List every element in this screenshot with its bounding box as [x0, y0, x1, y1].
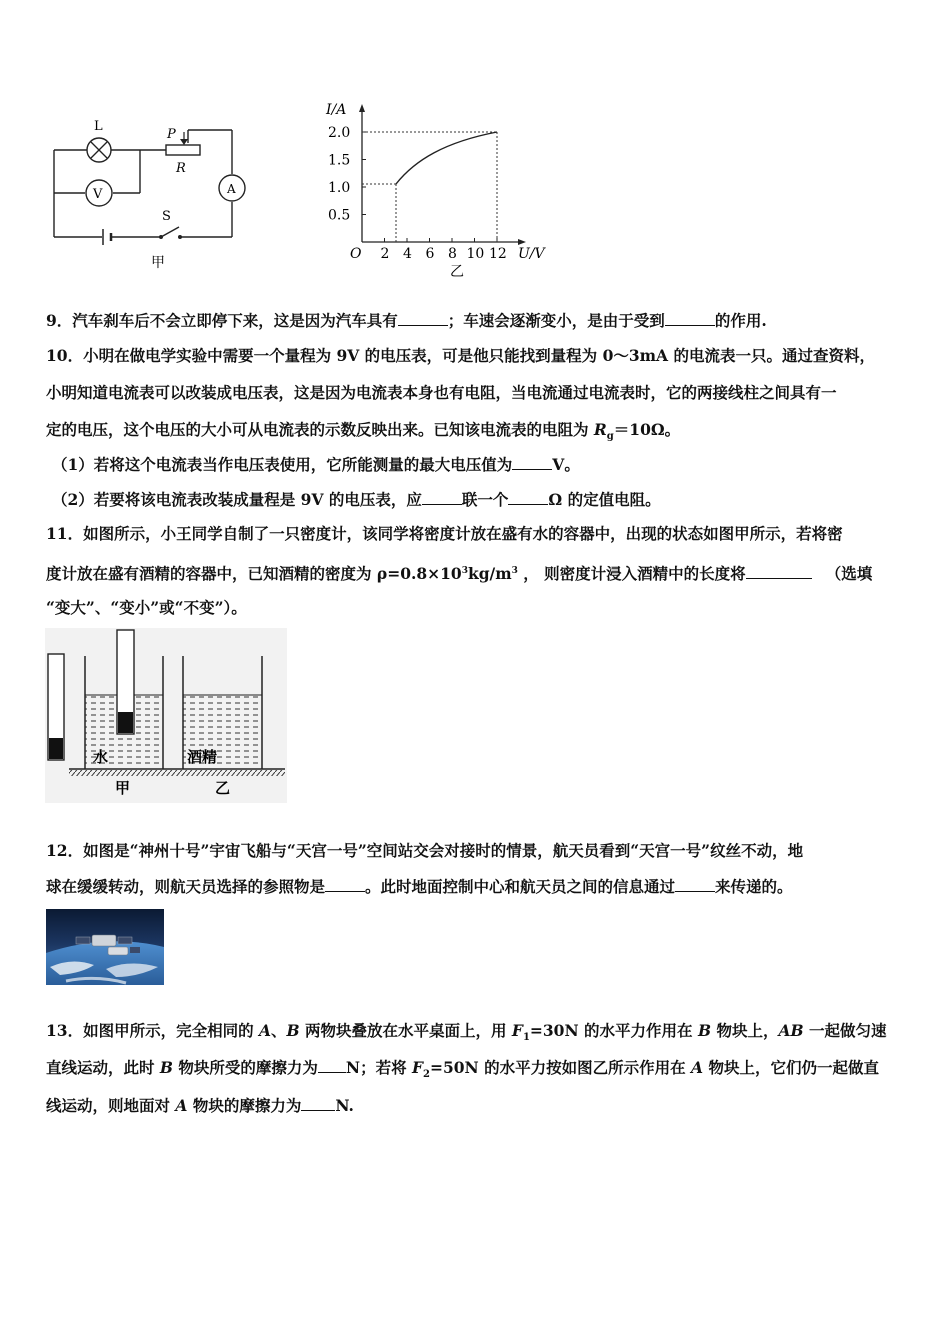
- q13-blank-1[interactable]: [318, 1058, 346, 1073]
- q13-var-b-3: B: [159, 1058, 174, 1077]
- x-tick-label: 8: [448, 246, 457, 262]
- q10-s2-text-b: 联一个: [461, 490, 509, 509]
- origin-label: O: [350, 246, 362, 262]
- q13-sep: 、: [271, 1021, 287, 1040]
- q11-text-2c: ， 则密度计浸入酒精中的长度将: [517, 564, 746, 584]
- question-10-sub-1: [52, 455, 914, 475]
- x-tick-label: 2: [380, 246, 390, 262]
- fig-jia-label: 甲: [115, 779, 131, 797]
- x-tick-label: 4: [403, 246, 412, 262]
- q13-sub-2: 2: [423, 1069, 430, 1081]
- y-tick-label: 2.0: [328, 125, 351, 141]
- question-13-line-3: [46, 1096, 908, 1116]
- x-tick-label: 6: [425, 246, 435, 262]
- q11-text-2b: kg/m: [467, 564, 512, 584]
- circuit-diagram: [40, 110, 280, 275]
- q10-s1-blank[interactable]: [512, 455, 552, 470]
- q10-s2-blank-1[interactable]: [422, 490, 462, 505]
- q11-sup-2: 3: [511, 566, 518, 576]
- slider-label: P: [167, 127, 176, 142]
- q11-sup-1: 3: [461, 566, 468, 576]
- q13-var-a: A: [258, 1021, 271, 1040]
- alcohol-label: 酒精: [187, 748, 218, 766]
- rheostat-label: R: [176, 161, 186, 176]
- q10-s2-blank-2[interactable]: [508, 490, 548, 505]
- q10-s2-text-a: （2）若要将该电流表改装成量程是 9V 的电压表，应: [52, 490, 422, 509]
- x-tick-label: 10: [466, 246, 485, 262]
- circuit-caption: 甲: [151, 255, 165, 271]
- q12-blank-1[interactable]: [325, 877, 365, 892]
- question-10-line-1: 10．小明在做电学实验中需要一个量程为 9V 的电压表，可是他只能找到量程为 0～3mA 的电流表一只。通过查资料，: [46, 346, 875, 365]
- q9-blank-2[interactable]: [665, 311, 715, 326]
- q10-text-3a: 定的电压，这个电压的大小可从电流表的示数反映出来。已知该电流表的电阻为: [46, 420, 594, 439]
- question-10-line-2: 小明知道电流表可以改装成电压表，这是因为电流表本身也有电阻，当电流通过电流表时，它的两接线柱之间具有一: [46, 383, 837, 402]
- question-13-line-2: [46, 1058, 908, 1085]
- q13-text-2b: 物块所受的摩擦力为: [173, 1058, 318, 1077]
- q10-sub-g: g: [606, 431, 614, 443]
- question-11-line-3: “变大”、“变小”或“不变”）。: [46, 598, 247, 617]
- question-10-sub-2: [52, 490, 914, 510]
- q13-var-b-2: B: [697, 1021, 712, 1040]
- q12-text-2c: 来传递的。: [715, 877, 793, 896]
- q13-text-3b: 物块的摩擦力为: [187, 1096, 302, 1115]
- x-axis-label: U/V: [518, 246, 545, 262]
- question-11-line-2: [46, 561, 908, 584]
- q13-var-ab: AB: [778, 1021, 804, 1040]
- y-tick-label: 0.5: [328, 207, 351, 224]
- question-10-line-3: [46, 420, 908, 447]
- graph-caption: 乙: [450, 264, 464, 280]
- q13-var-b: B: [286, 1021, 300, 1040]
- voltmeter-label: V: [93, 187, 103, 202]
- q11-text-2a: 度计放在盛有酒精的容器中，已知酒精的密度为 ρ=0.8×10: [46, 564, 462, 584]
- q13-blank-2[interactable]: [301, 1096, 335, 1111]
- q13-text-2d: =50N 的水平力按如图乙所示作用在: [429, 1058, 692, 1077]
- q10-text-3b: ＝10Ω。: [613, 420, 681, 439]
- y-axis-label: I/A: [326, 102, 347, 118]
- q13-text-2c: N；若将: [345, 1058, 412, 1077]
- question-13-line-1: [46, 1021, 908, 1048]
- q12-text-2a: 球在缓缓转动，则航天员选择的参照物是: [46, 877, 326, 896]
- iu-graph: [320, 98, 560, 283]
- q13-var-f1: F: [511, 1021, 523, 1040]
- q11-text-2d: （选填: [825, 564, 873, 584]
- q13-text-1d: 物块上，: [711, 1021, 779, 1040]
- rheostat-icon: [166, 145, 200, 155]
- switch-icon: [161, 227, 179, 237]
- q13-sub-1: 1: [522, 1032, 530, 1044]
- q12-text-2b: 。此时地面控制中心和航天员之间的信息通过: [365, 877, 676, 896]
- q13-text-1b: 两物块叠放在水平桌面上，用: [299, 1021, 512, 1040]
- question-9: [46, 311, 908, 331]
- q11-blank[interactable]: [746, 564, 812, 579]
- ammeter-label: A: [227, 182, 236, 196]
- hydrometer-figure: [45, 628, 287, 803]
- q10-s1-unit: V。: [552, 455, 580, 474]
- y-tick-label: 1.5: [328, 152, 351, 169]
- water-label: 水: [93, 748, 109, 766]
- q10-s2-text-c: Ω 的定值电阻。: [548, 490, 661, 509]
- y-tick-label: 1.0: [328, 180, 351, 196]
- q9-blank-1[interactable]: [398, 311, 448, 326]
- spacecraft-docking-image: [46, 909, 164, 985]
- q9-text-3: 的作用.: [714, 311, 767, 330]
- switch-label: S: [162, 209, 171, 224]
- fig-yi-label: 乙: [215, 779, 231, 797]
- q10-var-r: R: [593, 420, 607, 439]
- question-12-line-2: [46, 877, 908, 897]
- q12-blank-2[interactable]: [675, 877, 715, 892]
- iu-curve: [396, 132, 497, 184]
- q9-text-2: ；车速会逐渐变小，是由于受到: [447, 311, 665, 330]
- q10-s1-text: （1）若将这个电流表当作电压表使用，它所能测量的最大电压值为: [52, 455, 513, 474]
- q13-text-1c: =30N 的水平力作用在: [529, 1021, 698, 1040]
- q13-text-3a: 线运动，则地面对: [46, 1096, 176, 1115]
- q13-var-a-3: A: [175, 1096, 188, 1115]
- x-tick-label: 12: [489, 246, 507, 262]
- question-11-line-1: 11．如图所示，小王同学自制了一只密度计，该同学将密度计放在盛有水的容器中，出现的状态如图甲所示，若将密: [46, 524, 843, 543]
- q13-text-3c: N.: [335, 1096, 354, 1115]
- q13-text-2e: 物块上，它们仍一起做直: [703, 1058, 879, 1077]
- q13-var-a-2: A: [691, 1058, 704, 1077]
- q13-text-1e: 一起做匀速: [803, 1021, 887, 1040]
- q13-var-f2: F: [412, 1058, 424, 1077]
- q13-text-2a: 直线运动，此时: [46, 1058, 160, 1077]
- q13-text-1a: 13．如图甲所示，完全相同的: [46, 1021, 259, 1040]
- question-12-line-1: 12．如图是“神州十号”宇宙飞船与“天宫一号”空间站交会对接时的情景，航天员看到“天宫一号”纹丝不动，地: [46, 841, 804, 860]
- q9-text-1: 9．汽车刹车后不会立即停下来，这是因为汽车具有: [46, 311, 398, 330]
- lamp-label: L: [94, 119, 103, 134]
